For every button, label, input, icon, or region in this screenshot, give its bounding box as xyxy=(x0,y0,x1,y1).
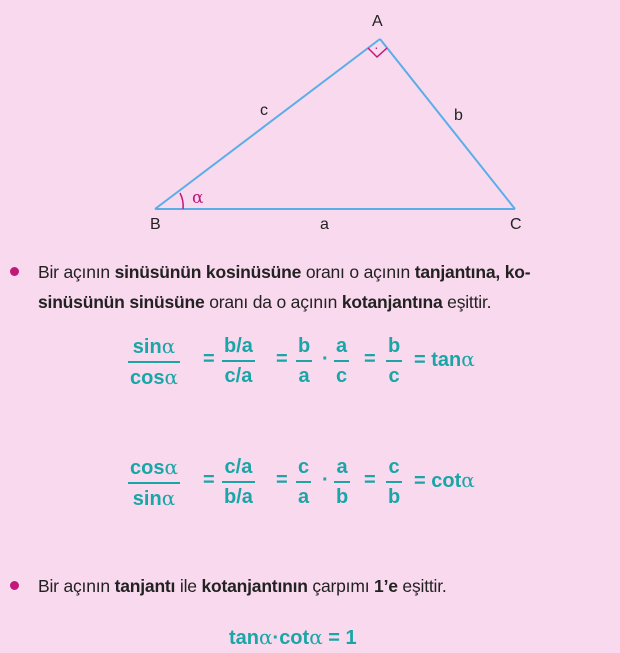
text-span: çarpımı xyxy=(307,576,375,596)
side-b-label: b xyxy=(454,107,463,124)
frac-numerator: a xyxy=(336,456,348,478)
equals-sign: = xyxy=(276,348,288,370)
frac-b-over-a xyxy=(296,334,312,388)
text-span: ile xyxy=(175,576,202,596)
frac-c-over-b xyxy=(386,455,402,509)
bold-term: 1’e xyxy=(374,576,398,596)
frac-numerator: c xyxy=(388,456,400,478)
bold-term: kotanjantına xyxy=(341,292,443,312)
text-span: eşittir. xyxy=(397,576,447,596)
frac-denominator: c/a xyxy=(224,365,253,387)
frac-b-a-over-c-a xyxy=(222,334,255,388)
equals-sign: = xyxy=(203,348,215,370)
vertex-b-label: B xyxy=(150,216,161,233)
frac-denominator: sinα xyxy=(132,486,176,510)
fraction-bar xyxy=(128,361,180,363)
frac-denominator: c xyxy=(336,365,348,387)
fraction-bar xyxy=(386,481,402,483)
fraction-bar xyxy=(128,482,180,484)
rule1-line2 xyxy=(38,292,491,313)
bullet-2 xyxy=(10,581,19,590)
product-equation: tanα·cotα = 1 xyxy=(229,625,357,649)
tan-result: = tanα xyxy=(414,347,475,371)
frac-denominator: b xyxy=(336,486,349,508)
side-c-line xyxy=(155,39,380,209)
triangle-diagram xyxy=(0,0,620,240)
frac-numerator: cosα xyxy=(130,455,178,479)
frac-denominator: cosα xyxy=(130,365,178,389)
equals-sign: = xyxy=(364,348,376,370)
text-span: eşittir. xyxy=(442,292,492,312)
rule2-line xyxy=(38,576,447,597)
text-span: Bir açının xyxy=(38,576,115,596)
text-span: Bir açının xyxy=(38,262,115,282)
equals-sign: = xyxy=(364,469,376,491)
side-c-label: c xyxy=(260,102,268,119)
fraction-bar xyxy=(222,481,255,483)
vertex-a-label: A xyxy=(372,13,383,30)
frac-denominator: a xyxy=(298,486,310,508)
bold-term: sinüsünün kosinüsüne xyxy=(114,262,302,282)
frac-a-over-c xyxy=(334,334,349,388)
frac-a-over-b xyxy=(334,455,350,509)
fraction-bar xyxy=(386,360,402,362)
text-span: oranı o açının xyxy=(301,262,415,282)
vertex-c-label: C xyxy=(510,216,522,233)
bold-term: tanjantına, ko- xyxy=(414,262,531,282)
frac-numerator: c/a xyxy=(224,456,253,478)
fraction-bar xyxy=(334,360,349,362)
frac-numerator: b xyxy=(388,335,401,357)
frac-denominator: b/a xyxy=(224,486,253,508)
fraction-bar xyxy=(296,360,312,362)
side-a-label: a xyxy=(320,216,329,233)
angle-alpha-label: α xyxy=(192,188,204,208)
frac-c-over-a xyxy=(296,455,311,509)
cot-result: = cotα xyxy=(414,468,475,492)
equals-sign: = xyxy=(276,469,288,491)
fraction-bar xyxy=(334,481,350,483)
frac-sin-over-cos xyxy=(128,334,180,390)
frac-denominator: b xyxy=(388,486,401,508)
bullet-1 xyxy=(10,267,19,276)
multiply-dot: · xyxy=(322,469,329,491)
text-span: oranı da o açının xyxy=(204,292,342,312)
frac-numerator: sinα xyxy=(132,334,176,358)
frac-cos-over-sin xyxy=(128,455,180,511)
fraction-bar xyxy=(222,360,255,362)
frac-b-over-c xyxy=(386,334,402,388)
fraction-bar xyxy=(296,481,311,483)
frac-numerator: c xyxy=(298,456,310,478)
multiply-dot: · xyxy=(322,348,329,370)
equals-sign: = xyxy=(203,469,215,491)
bold-term: sinüsünün sinüsüne xyxy=(38,292,205,312)
frac-numerator: b/a xyxy=(224,335,253,357)
frac-denominator: a xyxy=(298,365,310,387)
frac-denominator: c xyxy=(388,365,400,387)
bold-term: tanjantı xyxy=(114,576,176,596)
right-angle-dot: · xyxy=(374,39,379,55)
angle-alpha-arc xyxy=(180,193,183,209)
rule1-line1 xyxy=(38,262,530,283)
frac-c-a-over-b-a xyxy=(222,455,255,509)
side-b-line xyxy=(380,39,515,209)
bold-term: kotanjantının xyxy=(201,576,308,596)
frac-numerator: b xyxy=(298,335,311,357)
frac-numerator: a xyxy=(336,335,348,357)
